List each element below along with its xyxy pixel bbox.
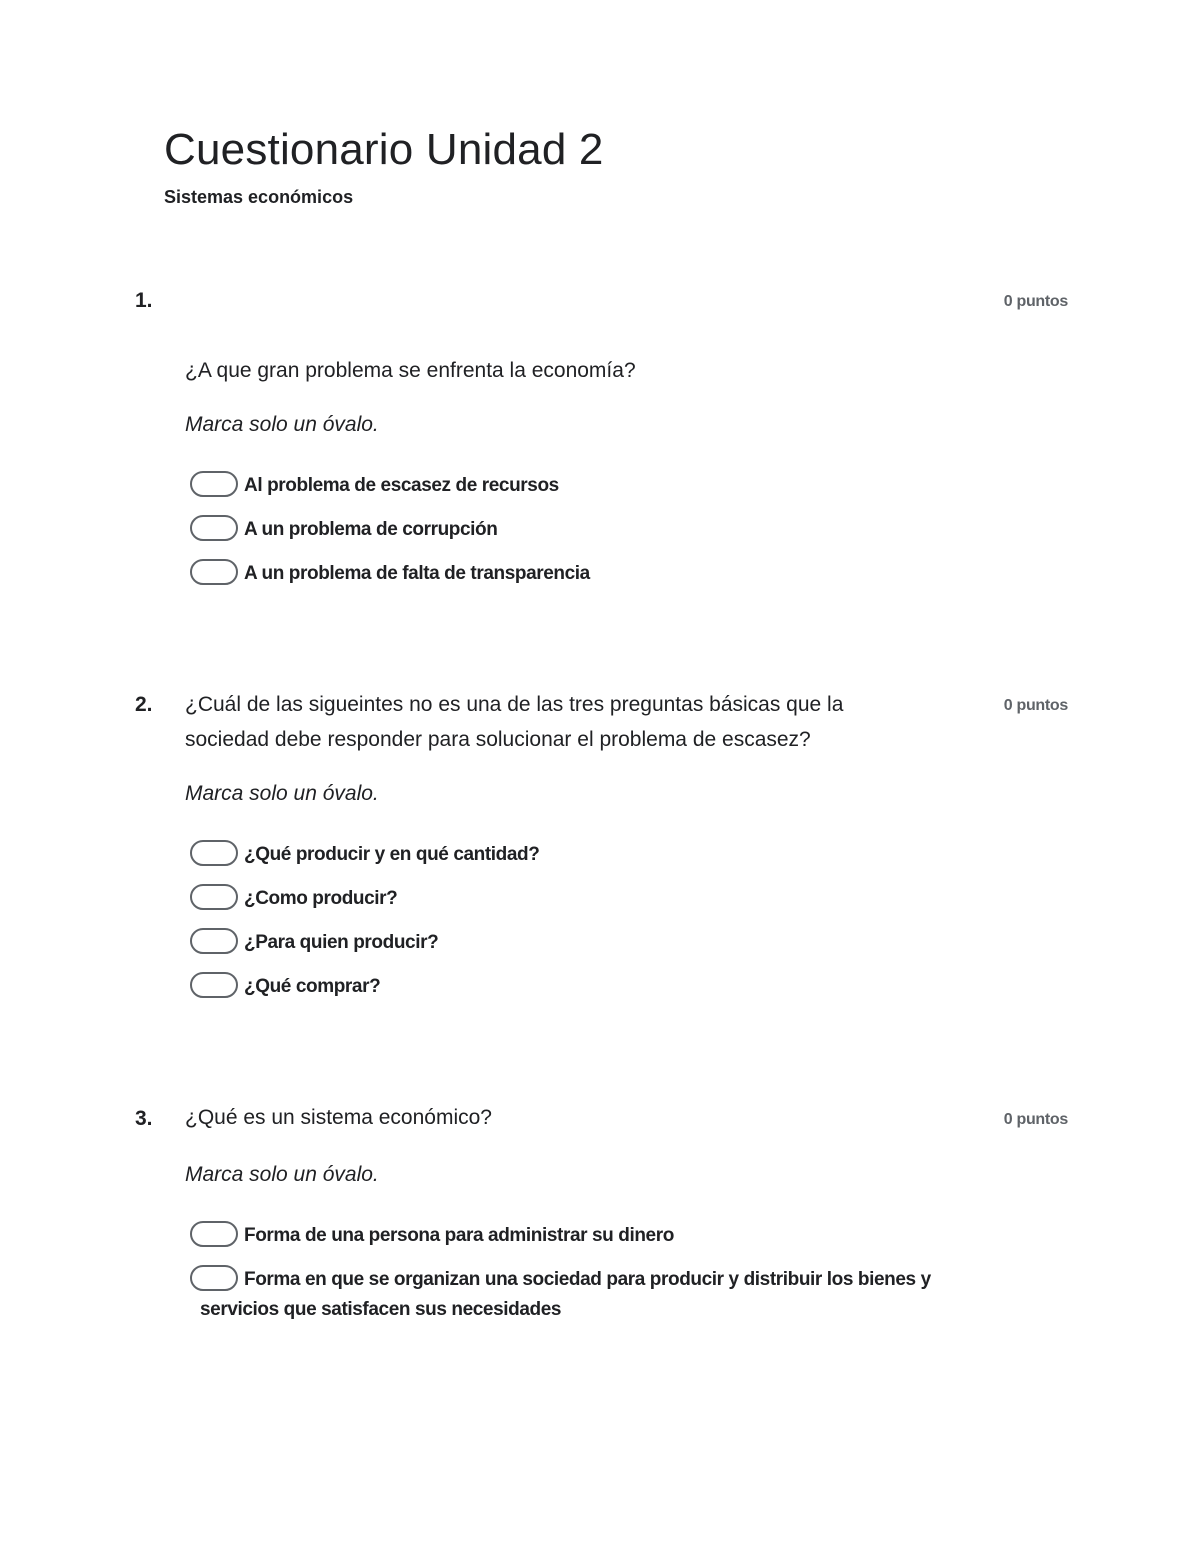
radio-oval-icon[interactable] xyxy=(190,1221,238,1247)
form-subtitle: Sistemas económicos xyxy=(164,187,354,207)
option-list xyxy=(190,471,1020,603)
radio-option[interactable] xyxy=(190,559,1020,589)
option-label-continuation: servicios que satisfacen sus necesidades xyxy=(200,1299,562,1320)
option-list xyxy=(190,1221,1020,1339)
radio-option[interactable] xyxy=(190,1221,1020,1251)
option-label: Forma de una persona para administrar su dinero xyxy=(244,1225,674,1246)
radio-option[interactable] xyxy=(190,1265,1020,1325)
option-list xyxy=(190,840,1020,1016)
option-label: ¿Como producir? xyxy=(244,888,398,909)
radio-option[interactable] xyxy=(190,515,1020,545)
radio-option[interactable] xyxy=(190,884,1020,914)
radio-option[interactable] xyxy=(190,840,1020,870)
option-label: Forma en que se organizan una sociedad para producir y distribuir los bienes y xyxy=(244,1269,931,1290)
option-label: ¿Para quien producir? xyxy=(244,932,439,953)
radio-oval-icon[interactable] xyxy=(190,840,238,866)
radio-oval-icon[interactable] xyxy=(190,559,238,585)
question-points: 0 puntos xyxy=(1003,697,1068,714)
option-label: A un problema de falta de transparencia xyxy=(244,563,590,584)
radio-oval-icon[interactable] xyxy=(190,515,238,541)
radio-oval-icon[interactable] xyxy=(190,884,238,910)
radio-option[interactable] xyxy=(190,471,1020,501)
question-text: ¿Qué es un sistema económico? xyxy=(185,1106,492,1129)
question-text: ¿A que gran problema se enfrenta la economía? xyxy=(185,359,636,382)
question-points: 0 puntos xyxy=(1003,1111,1068,1128)
question-points: 0 puntos xyxy=(1003,293,1068,310)
question-number: 3. xyxy=(135,1107,153,1130)
question-number: 2. xyxy=(135,693,153,716)
radio-option[interactable] xyxy=(190,972,1020,1002)
question-hint: Marca solo un óvalo. xyxy=(185,413,379,436)
question-number: 1. xyxy=(135,289,153,312)
option-label: ¿Qué comprar? xyxy=(244,976,381,997)
option-label: Al problema de escasez de recursos xyxy=(244,475,559,496)
question-hint: Marca solo un óvalo. xyxy=(185,782,379,805)
radio-oval-icon[interactable] xyxy=(190,972,238,998)
radio-option[interactable] xyxy=(190,928,1020,958)
question-hint: Marca solo un óvalo. xyxy=(185,1163,379,1186)
option-label: A un problema de corrupción xyxy=(244,519,498,540)
radio-oval-icon[interactable] xyxy=(190,928,238,954)
radio-oval-icon[interactable] xyxy=(190,471,238,497)
form-title: Cuestionario Unidad 2 xyxy=(164,125,604,174)
option-label: ¿Qué producir y en qué cantidad? xyxy=(244,844,540,865)
radio-oval-icon[interactable] xyxy=(190,1265,238,1291)
question-text: ¿Cuál de las sigueintes no es una de las tres preguntas básicas que la sociedad debe responder para solucionar el problema de escasez? xyxy=(185,693,844,751)
